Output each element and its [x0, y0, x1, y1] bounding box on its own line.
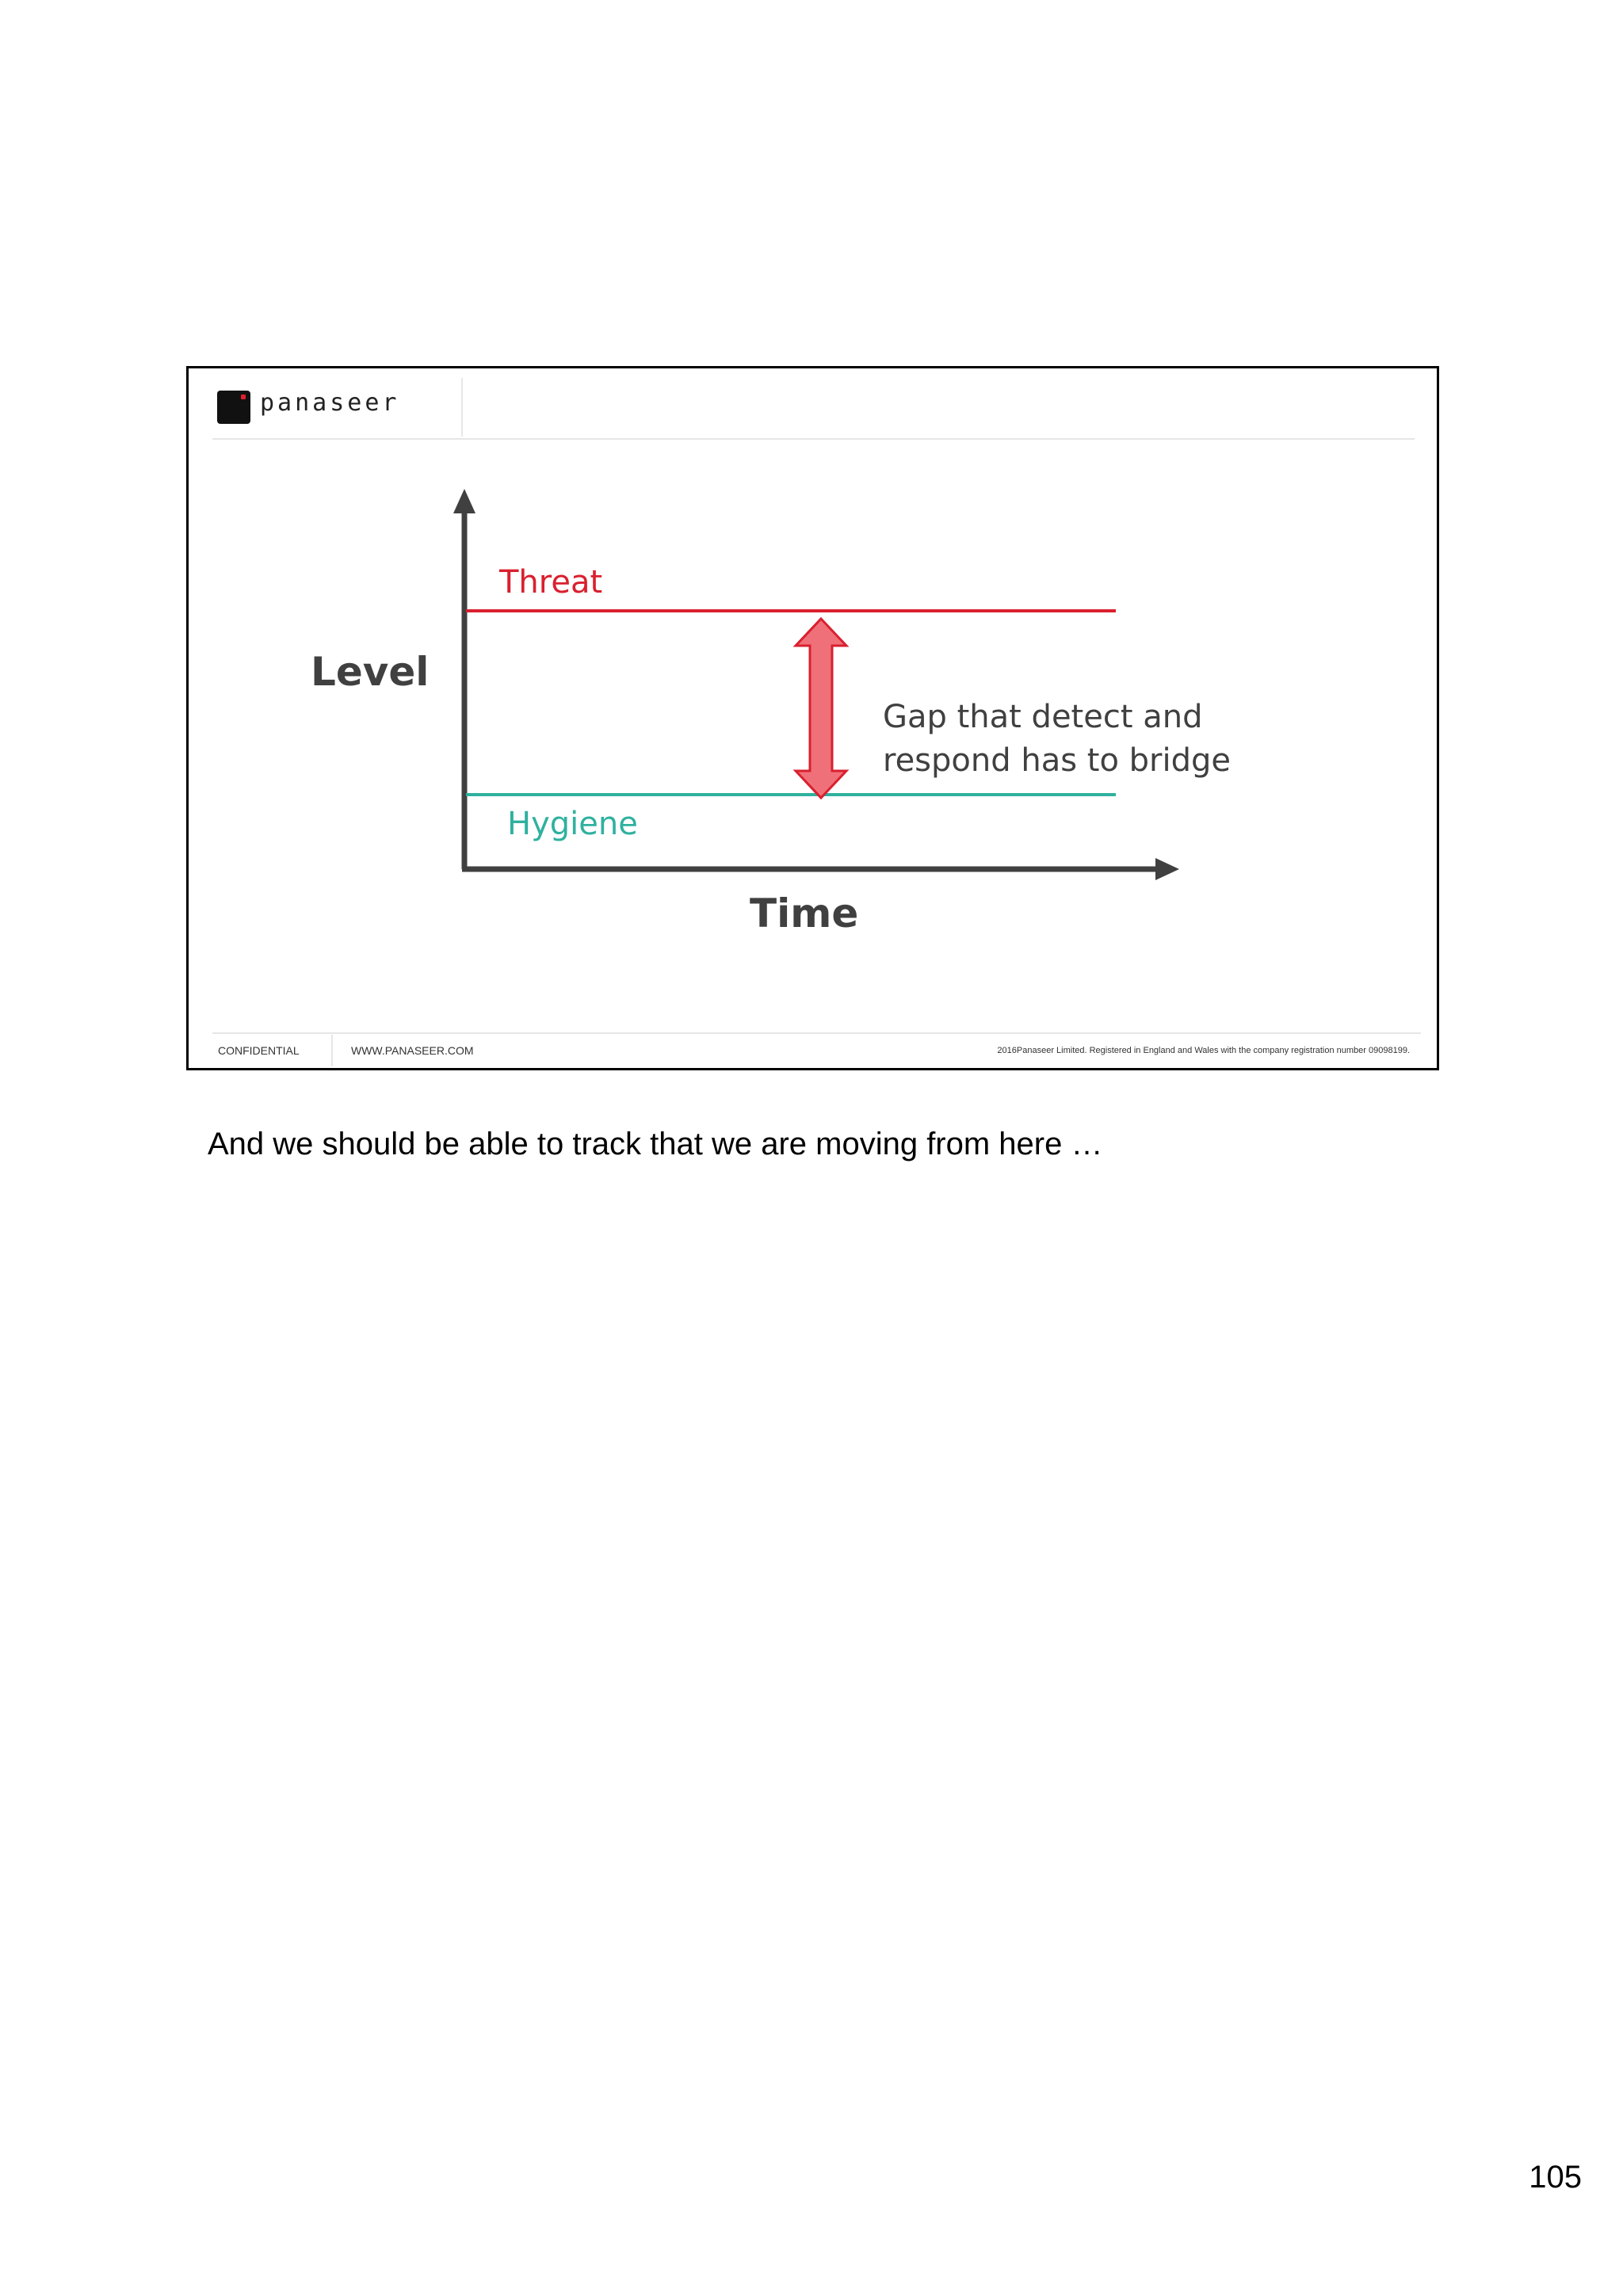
footer-confidential: CONFIDENTIAL	[218, 1044, 300, 1057]
gap-label-line-1: Gap that detect and	[883, 699, 1203, 735]
speaker-notes: And we should be able to track that we are moving from here …	[208, 1127, 1103, 1161]
y-axis-label: Level	[311, 649, 430, 695]
threat-label: Threat	[499, 564, 603, 601]
footer-website: WWW.PANASEER.COM	[351, 1044, 474, 1057]
slide-frame	[186, 366, 1439, 1070]
hygiene-label: Hygiene	[507, 806, 638, 842]
x-axis-label: Time	[750, 891, 859, 936]
logo-text: panaseer	[260, 389, 400, 417]
x-axis-arrowhead	[1155, 858, 1179, 880]
gap-double-arrow	[796, 619, 846, 798]
level-time-diagram	[189, 368, 1437, 1068]
page-number: 105	[1529, 2160, 1582, 2195]
gap-label-line-2: respond has to bridge	[883, 742, 1231, 779]
y-axis-arrowhead	[453, 489, 475, 513]
footer-divider	[212, 1032, 1421, 1034]
footer-copyright: 2016Panaseer Limited. Registered in England and Wales with the company registration number 09098199.	[997, 1046, 1410, 1055]
footer-divider-vertical	[331, 1035, 333, 1066]
